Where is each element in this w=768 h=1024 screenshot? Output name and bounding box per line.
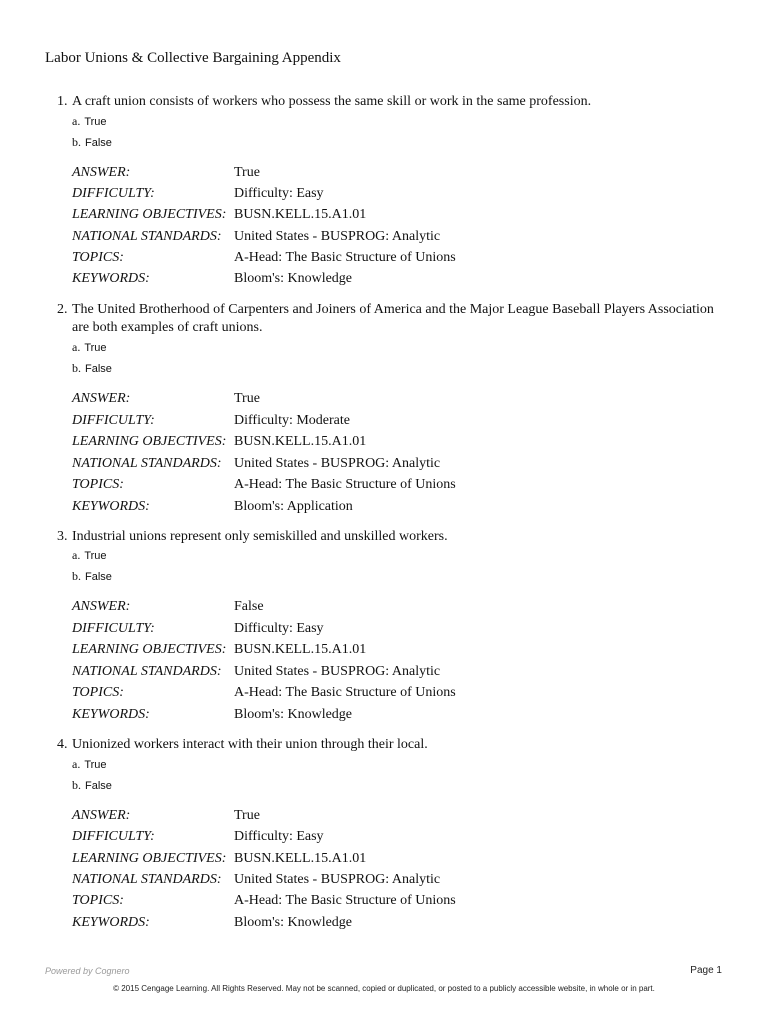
- choice-text: False: [85, 571, 112, 583]
- choice-letter: b.: [72, 361, 81, 375]
- question-stem: [57, 93, 727, 111]
- topics-label: TOPICS:: [72, 250, 124, 265]
- choice-text: True: [84, 759, 107, 771]
- difficulty-label: DIFFICULTY:: [72, 186, 155, 201]
- choice-letter: b.: [72, 778, 81, 792]
- learning-objectives-label: LEARNING OBJECTIVES:: [72, 207, 227, 222]
- choice-text: False: [85, 137, 112, 149]
- learning-objectives-value: BUSN.KELL.15.A1.01: [234, 434, 367, 449]
- choice-text: True: [84, 116, 107, 128]
- footer-brand: Powered by Cognero: [45, 966, 130, 976]
- question-text: Unionized workers interact with their union through their local.: [72, 737, 428, 752]
- keywords-label: KEYWORDS:: [72, 499, 150, 514]
- national-standards-value: United States - BUSPROG: Analytic: [234, 872, 441, 887]
- question-stem: [57, 528, 727, 546]
- learning-objectives-label: LEARNING OBJECTIVES:: [72, 851, 227, 866]
- answer-value: False: [234, 599, 264, 614]
- difficulty-label: DIFFICULTY:: [72, 413, 155, 428]
- learning-objectives-value: BUSN.KELL.15.A1.01: [234, 851, 367, 866]
- choice-text: False: [85, 363, 112, 375]
- choice-a: [72, 548, 107, 563]
- keywords-label: KEYWORDS:: [72, 707, 150, 722]
- national-standards-label: NATIONAL STANDARDS:: [72, 229, 222, 244]
- national-standards-value: United States - BUSPROG: Analytic: [234, 229, 441, 244]
- answer-label: ANSWER:: [72, 808, 131, 823]
- topics-value: A-Head: The Basic Structure of Unions: [234, 477, 456, 492]
- difficulty-label: DIFFICULTY:: [72, 621, 155, 636]
- answer-value: True: [234, 391, 260, 406]
- difficulty-value: Difficulty: Easy: [234, 186, 324, 201]
- choice-letter: a.: [72, 114, 81, 128]
- choice-b: [72, 569, 112, 584]
- choice-text: True: [84, 550, 107, 562]
- national-standards-label: NATIONAL STANDARDS:: [72, 456, 222, 471]
- difficulty-value: Difficulty: Moderate: [234, 413, 350, 428]
- topics-value: A-Head: The Basic Structure of Unions: [234, 250, 456, 265]
- footer-copyright: © 2015 Cengage Learning. All Rights Reserved. May not be scanned, copied or duplicated, or posted to a publicly accessible website, in whole or in part.: [113, 984, 655, 993]
- learning-objectives-value: BUSN.KELL.15.A1.01: [234, 642, 367, 657]
- answer-value: True: [234, 165, 260, 180]
- choice-text: True: [84, 342, 107, 354]
- question-number: 4.: [57, 737, 68, 752]
- question-number: 1.: [57, 94, 68, 109]
- question-text: The United Brotherhood of Carpenters and Joiners of America and the Major League Baseball Players Association are both examples of craft unions.: [72, 302, 714, 335]
- national-standards-label: NATIONAL STANDARDS:: [72, 872, 222, 887]
- keywords-value: Bloom's: Knowledge: [234, 707, 353, 722]
- learning-objectives-value: BUSN.KELL.15.A1.01: [234, 207, 367, 222]
- answer-value: True: [234, 808, 260, 823]
- keywords-value: Bloom's: Knowledge: [234, 271, 353, 286]
- answer-label: ANSWER:: [72, 165, 131, 180]
- national-standards-value: United States - BUSPROG: Analytic: [234, 664, 441, 679]
- question-number: 3.: [57, 529, 68, 544]
- choice-b: [72, 361, 112, 376]
- topics-label: TOPICS:: [72, 477, 124, 492]
- answer-label: ANSWER:: [72, 599, 131, 614]
- learning-objectives-label: LEARNING OBJECTIVES:: [72, 642, 227, 657]
- choice-letter: a.: [72, 757, 81, 771]
- keywords-label: KEYWORDS:: [72, 271, 150, 286]
- question-stem: [57, 736, 727, 754]
- difficulty-value: Difficulty: Easy: [234, 829, 324, 844]
- choice-letter: a.: [72, 548, 81, 562]
- choice-letter: a.: [72, 340, 81, 354]
- page-number: Page 1: [690, 965, 722, 976]
- keywords-value: Bloom's: Application: [234, 499, 353, 514]
- choice-letter: b.: [72, 569, 81, 583]
- question-stem: [57, 301, 727, 337]
- question-text: A craft union consists of workers who possess the same skill or work in the same profession.: [72, 94, 592, 109]
- topics-label: TOPICS:: [72, 685, 124, 700]
- question-number: 2.: [57, 302, 68, 317]
- choice-b: [72, 135, 112, 150]
- answer-label: ANSWER:: [72, 391, 131, 406]
- choice-text: False: [85, 780, 112, 792]
- question-text: Industrial unions represent only semiskilled and unskilled workers.: [72, 529, 448, 544]
- difficulty-value: Difficulty: Easy: [234, 621, 324, 636]
- topics-value: A-Head: The Basic Structure of Unions: [234, 893, 456, 908]
- choice-letter: b.: [72, 135, 81, 149]
- choice-a: [72, 340, 107, 355]
- national-standards-label: NATIONAL STANDARDS:: [72, 664, 222, 679]
- choice-a: [72, 114, 107, 129]
- document-title: Labor Unions & Collective Bargaining Appendix: [45, 50, 341, 66]
- choice-b: [72, 778, 112, 793]
- topics-value: A-Head: The Basic Structure of Unions: [234, 685, 456, 700]
- national-standards-value: United States - BUSPROG: Analytic: [234, 456, 441, 471]
- learning-objectives-label: LEARNING OBJECTIVES:: [72, 434, 227, 449]
- keywords-value: Bloom's: Knowledge: [234, 915, 353, 930]
- choice-a: [72, 757, 107, 772]
- keywords-label: KEYWORDS:: [72, 915, 150, 930]
- difficulty-label: DIFFICULTY:: [72, 829, 155, 844]
- topics-label: TOPICS:: [72, 893, 124, 908]
